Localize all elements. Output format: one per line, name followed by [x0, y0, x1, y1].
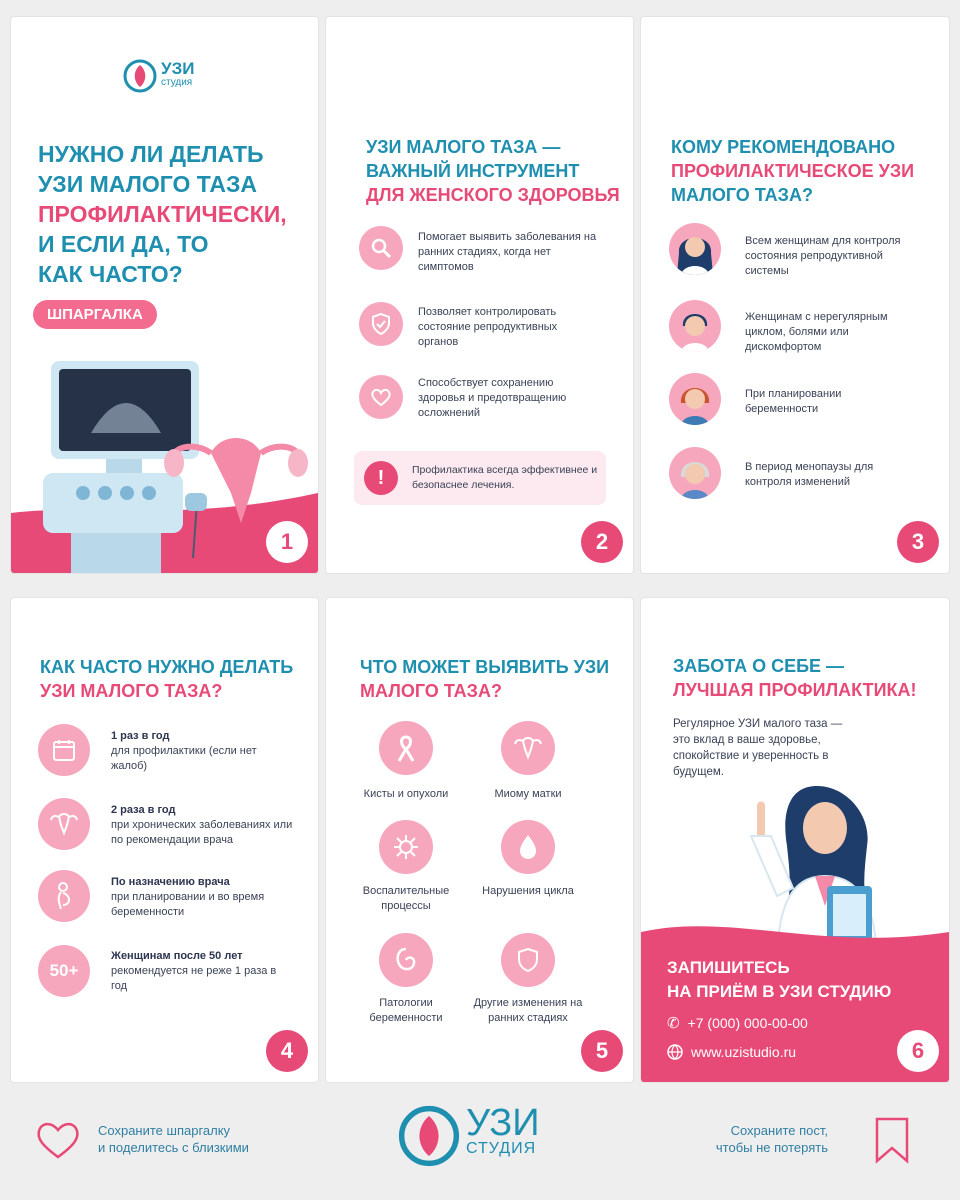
card-5: [326, 598, 633, 1082]
card1-title: НУЖНО ЛИ ДЕЛАТЬ УЗИ МАЛОГО ТАЗА ПРОФИЛАКТИЧЕСКИ, И ЕСЛИ ДА, ТО КАК ЧАСТО?: [38, 141, 287, 287]
cheatsheet-badge: ШПАРГАЛКА: [33, 300, 157, 329]
phone-row[interactable]: [667, 1014, 808, 1032]
heart-outline-icon[interactable]: [35, 1120, 81, 1160]
card-4: [11, 598, 318, 1082]
card1-number: 1: [266, 521, 308, 563]
freq-3: По назначению врача при планировании и во время беременности: [111, 876, 265, 918]
bookmark-icon[interactable]: [874, 1116, 910, 1164]
uterus-icon: [38, 798, 90, 850]
recommend-3: При планировании беременности: [745, 388, 842, 415]
detect-5: Патологии беременности: [369, 997, 443, 1024]
footer-logo: [398, 1102, 540, 1167]
phone-number: +7 (000) 000-00-00: [687, 1015, 808, 1031]
shield-icon: [501, 933, 555, 987]
card6-title: ЗАБОТА О СЕБЕ — ЛУЧШАЯ ПРОФИЛАКТИКА!: [673, 656, 917, 700]
fetus-icon: [379, 933, 433, 987]
phone-icon: ✆: [667, 1015, 680, 1032]
note-text: Профилактика всегда эффективнее и безопаснее лечения.: [412, 464, 598, 491]
brand-name: УЗИ: [161, 59, 195, 78]
heart-icon: [359, 375, 403, 419]
benefit-2: Позволяет контролировать состояние репродуктивных органов: [418, 306, 558, 348]
card5-title: ЧТО МОЖЕТ ВЫЯВИТЬ УЗИ МАЛОГО ТАЗА?: [360, 657, 610, 701]
ribbon-icon: [379, 721, 433, 775]
card2-title: УЗИ МАЛОГО ТАЗА — ВАЖНЫЙ ИНСТРУМЕНТ ДЛЯ ЖЕНСКОГО ЗДОРОВЬЯ: [366, 137, 620, 205]
magnifier-icon: [359, 226, 403, 270]
logo-icon-large: [398, 1105, 460, 1167]
card2-number: 2: [581, 521, 623, 563]
woman-avatar-4: [669, 447, 721, 499]
card5-number: 5: [581, 1030, 623, 1072]
card-1: [11, 17, 318, 573]
woman-avatar-3: [669, 373, 721, 425]
card6-number: 6: [897, 1030, 939, 1072]
fifty-plus-badge: 50+: [38, 945, 90, 997]
benefit-3: Способствует сохранению здоровья и предотвращению осложнений: [418, 377, 567, 419]
woman-avatar-2: [669, 300, 721, 352]
recommend-2: Женщинам с нерегулярным циклом, болями или дискомфортом: [745, 311, 888, 353]
brand-sub: студия: [161, 77, 193, 88]
benefit-1: Помогает выявить заболевания на ранних стадиях, когда нет симптомов: [418, 231, 597, 273]
detect-1: Кисты и опухоли: [363, 788, 449, 800]
card4-number: 4: [266, 1030, 308, 1072]
site-row[interactable]: [667, 1044, 796, 1060]
detect-2: Миому матки: [494, 788, 562, 800]
card3-title: КОМУ РЕКОМЕНДОВАНО ПРОФИЛАКТИЧЕСКОЕ УЗИ МАЛОГО ТАЗА?: [671, 137, 915, 205]
card-2: [326, 17, 633, 573]
note-box: [354, 451, 606, 505]
exclamation-icon: !: [364, 461, 398, 495]
recommend-1: Всем женщинам для контроля состояния репродуктивной системы: [745, 235, 901, 277]
footer-left-text: Сохраните шпаргалку и поделитесь с близкими: [98, 1123, 249, 1155]
virus-icon: [379, 820, 433, 874]
footer-brand-sub: СТУДИЯ: [466, 1140, 537, 1157]
card-6: [641, 598, 949, 1082]
freq-4: Женщинам после 50 лет рекомендуется не реже 1 раза в год: [111, 950, 277, 992]
drop-icon: [501, 820, 555, 874]
brand-logo: [123, 59, 194, 93]
woman-avatar-1: [669, 223, 721, 275]
footer-right-text: Сохраните пост, чтобы не потерять: [715, 1123, 828, 1155]
uterus-icon-2: [501, 721, 555, 775]
freq-2: 2 раза в год при хронических заболеваниях или по рекомендации врача: [111, 804, 293, 846]
freq-1: 1 раз в год для профилактики (если нет жалоб): [111, 730, 257, 772]
globe-icon: [667, 1044, 683, 1060]
cta-title: ЗАПИШИТЕСЬ НА ПРИЁМ В УЗИ СТУДИЮ: [667, 958, 892, 1001]
card6-text: Регулярное УЗИ малого таза — это вклад в ваше здоровье, спокойствие и уверенность в будущем.: [673, 718, 843, 778]
shield-check-icon: [359, 302, 403, 346]
detect-4: Нарушения цикла: [482, 885, 574, 897]
calendar-icon: [38, 724, 90, 776]
card4-title: КАК ЧАСТО НУЖНО ДЕЛАТЬ УЗИ МАЛОГО ТАЗА?: [40, 657, 294, 701]
pregnant-icon: [38, 870, 90, 922]
footer-brand-name: УЗИ: [466, 1102, 540, 1144]
card-3: [641, 17, 949, 573]
detect-6: Другие изменения на ранних стадиях: [473, 997, 583, 1024]
card3-number: 3: [897, 521, 939, 563]
site-url: www.uzistudio.ru: [691, 1044, 797, 1060]
recommend-4: В период менопаузы для контроля изменений: [745, 461, 874, 488]
detect-3: Воспалительные процессы: [362, 885, 450, 912]
logo-icon: [123, 59, 157, 93]
